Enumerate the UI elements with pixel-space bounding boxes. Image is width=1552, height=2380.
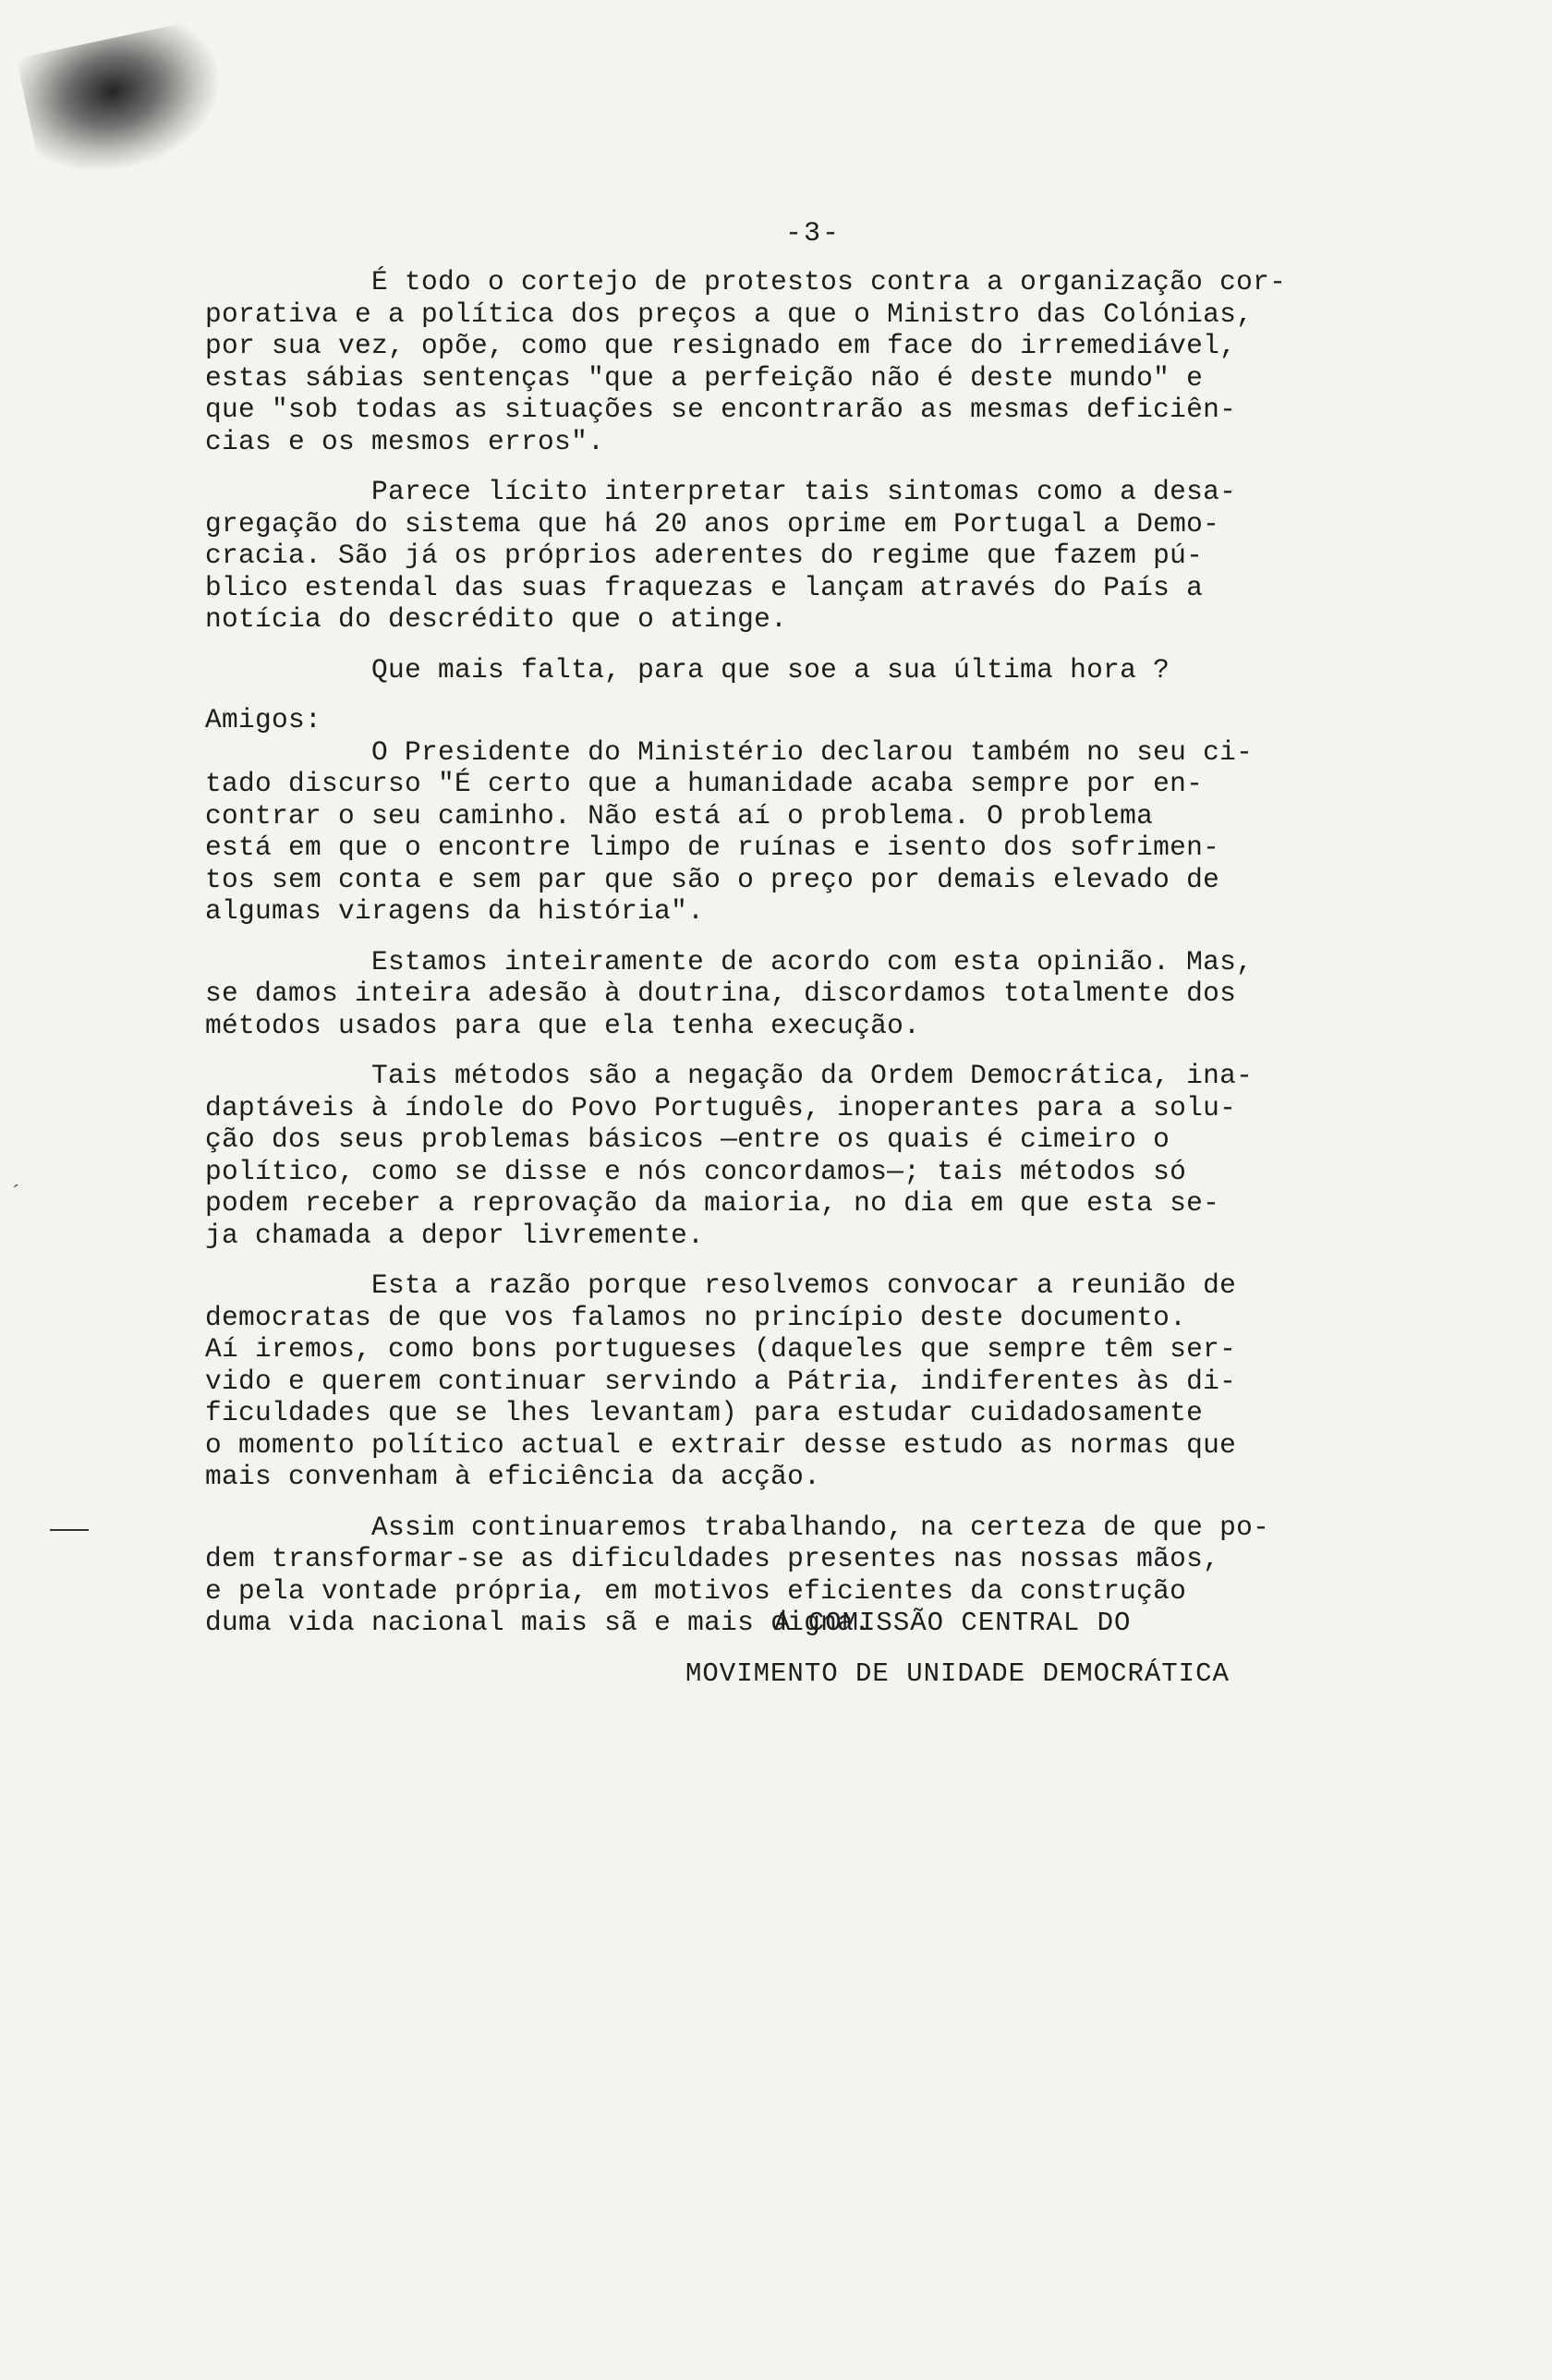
text-line: Estamos inteiramente de acordo com esta opinião. Mas, — [205, 945, 1254, 978]
text-line: tos sem conta e sem par que são o preço por demais elevado de — [205, 863, 1220, 895]
text-line: político, como se disse e nós concordamos—; tais métodos só — [205, 1155, 1187, 1187]
text-line: tado discurso "É certo que a humanidade acaba sempre por en- — [205, 768, 1204, 799]
text-line: estas sábias sentenças "que a perfeição não é deste mundo" e — [205, 361, 1204, 394]
text-line: Esta a razão porque resolvemos convocar a reunião de — [205, 1269, 1237, 1301]
text-line: se damos inteira adesão à doutrina, discordamos totalmente dos — [205, 978, 1237, 1009]
text-line: dem transformar-se as dificuldades presentes nas nossas mãos, — [205, 1543, 1220, 1574]
text-line: duma vida nacional mais sã e mais digna. — [205, 1607, 871, 1638]
text-line: É todo o cortejo de protestos contra a organização cor- — [205, 266, 1287, 298]
text-line: Que mais falta, para que soe a sua última hora ? — [205, 653, 1170, 686]
text-line: mais convenham à eficiência da acção. — [205, 1461, 821, 1492]
text-line: ficuldades que se lhes levantam) para estudar cuidadosamente — [205, 1397, 1204, 1428]
text-line: por sua vez, opõe, como que resignado em face do irremediável, — [205, 330, 1237, 361]
paragraph — [205, 654, 1351, 686]
text-line: está em que o encontre limpo de ruínas e isento dos sofrimen- — [205, 832, 1220, 863]
text-line: vido e querem continuar servindo a Pátria, indiferentes às di- — [205, 1365, 1237, 1397]
paragraph — [205, 476, 1351, 636]
text-line: podem receber a reprovação da maioria, no dia em que esta se- — [205, 1187, 1220, 1219]
text-line: Aí iremos, como bons portugueses (daqueles que sempre têm ser- — [205, 1333, 1237, 1365]
signature-line-1: A COMISSÃO CENTRAL DO — [774, 1608, 1132, 1638]
paragraph — [205, 1269, 1351, 1493]
text-line: o momento político actual e extrair desse estudo as normas que — [205, 1428, 1237, 1461]
text-line: Assim continuaremos trabalhando, na certeza de que po- — [205, 1511, 1270, 1543]
text-line: gregação do sistema que há 20 anos oprime em Portugal a Demo- — [205, 507, 1220, 540]
text-line: Tais métodos são a negação da Ordem Democrática, ina- — [205, 1060, 1254, 1091]
paragraph — [205, 946, 1351, 1042]
paragraph — [205, 1060, 1351, 1251]
margin-dash — [50, 1529, 89, 1531]
page-number: -3- — [785, 218, 842, 249]
text-line: porativa e a política dos preços a que o Ministro das Colónias, — [205, 298, 1254, 330]
text-line: que "sob todas as situações se encontrarão as mesmas deficiên- — [205, 394, 1237, 425]
text-line: contrar o seu caminho. Não está aí o problema. O problema — [205, 799, 1154, 832]
text-line: algumas viragens da história". — [205, 895, 705, 927]
paragraph — [205, 704, 1351, 928]
document-body — [205, 266, 1351, 1658]
text-line: ção dos seus problemas básicos —entre os quais é cimeiro o — [205, 1123, 1170, 1155]
text-line: blico estendal das suas fraquezas e lançam através do País a — [205, 571, 1204, 603]
text-line: Parece lícito interpretar tais sintomas como a desa- — [205, 476, 1237, 507]
signature-line-2: MOVIMENTO DE UNIDADE DEMOCRÁTICA — [685, 1658, 1230, 1689]
text-line: cracia. São já os próprios aderentes do regime que fazem pú- — [205, 540, 1204, 571]
text-line: O Presidente do Ministério declarou também no seu ci- — [205, 735, 1254, 768]
margin-mark: ´ — [9, 1183, 23, 1208]
ink-smudge — [17, 18, 234, 186]
paragraph — [205, 266, 1351, 457]
text-line: notícia do descrédito que o atinge. — [205, 603, 788, 635]
text-line: daptáveis à índole do Povo Português, inoperantes para a solu- — [205, 1091, 1237, 1123]
text-line: cias e os mesmos erros". — [205, 425, 605, 457]
text-line: métodos usados para que ela tenha execução. — [205, 1009, 921, 1041]
text-line: ja chamada a depor livremente. — [205, 1219, 705, 1251]
text-line: Amigos: — [205, 704, 322, 735]
text-line: e pela vontade própria, em motivos eficientes da construção — [205, 1574, 1187, 1607]
text-line: democratas de que vos falamos no princípio deste documento. — [205, 1301, 1187, 1333]
